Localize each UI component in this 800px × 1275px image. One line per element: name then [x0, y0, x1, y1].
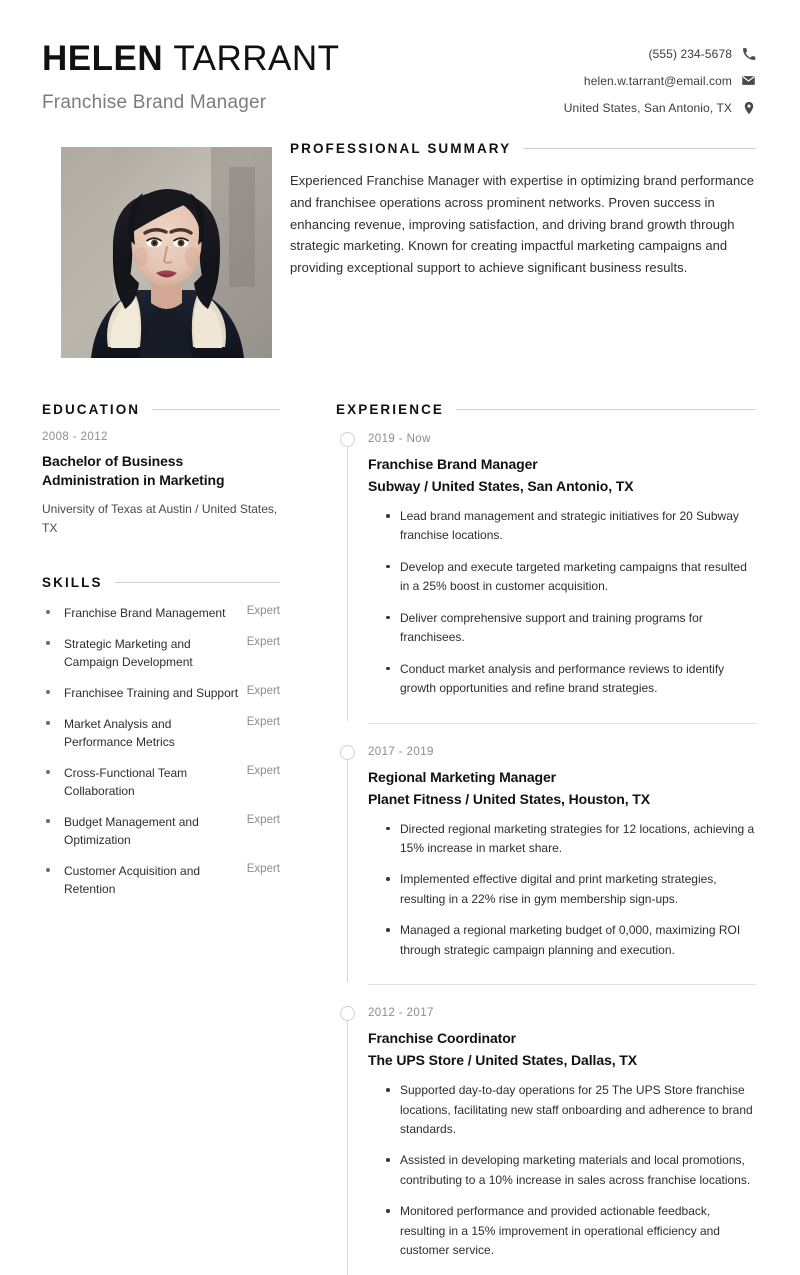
list-item — [42, 604, 280, 622]
list-item: Directed regional marketing strategies for 12 locations, achieving a 15% increase in market share. — [386, 820, 756, 859]
education-degree: Bachelor of Business Administration in Marketing — [42, 453, 225, 489]
bullet-icon — [42, 764, 64, 774]
right-column — [336, 402, 756, 1265]
education-item — [42, 431, 280, 537]
section-divider — [152, 409, 280, 410]
section-divider — [115, 582, 280, 583]
education-section — [42, 402, 280, 537]
summary-section-header — [290, 141, 756, 156]
skill-name: Customer Acquisition and Retention — [64, 864, 201, 897]
list-item: Supported day-to-day operations for 25 The UPS Store franchise locations, facilitating new staff onboarding and adherence to brand standards. — [386, 1081, 756, 1139]
timeline-line — [347, 1013, 348, 1275]
skill-level: Expert — [246, 605, 280, 618]
timeline-dot-icon — [340, 432, 355, 447]
last-name: TARRANT — [173, 39, 340, 78]
education-section-header — [42, 402, 280, 417]
experience-bullets — [368, 507, 756, 699]
skill-level: Expert — [246, 636, 280, 649]
email-icon — [741, 73, 756, 88]
timeline-dot-icon — [340, 1006, 355, 1021]
skill-name: Cross-Functional Team Collaboration — [64, 766, 188, 799]
education-dates: 2008 - 2012 — [42, 431, 108, 443]
experience-role: Franchise Coordinator — [368, 1030, 517, 1047]
skill-name: Franchisee Training and Support — [64, 686, 239, 701]
skills-list — [42, 604, 280, 898]
skill-name: Franchise Brand Management — [64, 606, 226, 621]
list-item — [42, 862, 280, 898]
location-icon — [741, 100, 756, 115]
skill-name: Market Analysis and Performance Metrics — [64, 717, 175, 750]
experience-company: Subway / United States, San Antonio, TX — [368, 478, 634, 494]
experience-timeline — [336, 431, 756, 1265]
skills-section-header — [42, 575, 280, 590]
left-column — [42, 402, 280, 911]
skills-section-title: SKILLS — [42, 575, 103, 591]
bullet-icon — [42, 862, 64, 872]
experience-section-header — [336, 402, 756, 417]
experience-item — [336, 744, 756, 965]
list-item: Conduct market analysis and performance reviews to identify growth opportunities and refine brand strategies. — [386, 660, 756, 699]
bullet-icon — [42, 813, 64, 823]
experience-company: The UPS Store / United States, Dallas, TX — [368, 1052, 637, 1069]
experience-role: Regional Marketing Manager — [368, 768, 556, 785]
photo-summary-row — [0, 115, 800, 358]
section-divider — [456, 409, 756, 410]
education-section-title: EDUCATION — [42, 402, 141, 417]
bullet-icon — [42, 635, 64, 645]
bullet-icon — [42, 715, 64, 725]
contact-email-text: helen.w.tarrant@email.com — [583, 73, 732, 88]
list-item: Deliver comprehensive support and training programs for franchisees. — [386, 609, 756, 648]
list-item — [42, 715, 280, 751]
list-item: Managed a regional marketing budget of 0,000, maximizing ROI through strategic campaign planning and execution. — [386, 921, 756, 960]
bullet-icon — [42, 684, 64, 694]
experience-divider — [368, 723, 756, 724]
page-title — [42, 40, 340, 79]
summary-column — [290, 139, 756, 358]
body-row — [0, 358, 800, 1265]
list-item: Implemented effective digital and print marketing strategies, resulting in a 22% rise in gym membership sign-ups. — [386, 870, 756, 909]
skill-level: Expert — [246, 685, 280, 698]
experience-dates: 2017 - 2019 — [368, 745, 434, 758]
list-item — [42, 635, 280, 671]
list-item — [42, 813, 280, 849]
summary-text: Experienced Franchise Manager with expertise in optimizing brand performance and franchisee operations across prominent networks. Proven success in enhancing revenue, improving satisfaction, and driving brand growth through strategic marketing. Known for creating impactful marketing campaigns and providing exceptional support to achieve significant business results. — [290, 173, 755, 276]
list-item: Develop and execute targeted marketing campaigns that resulted in a 25% boost in customer acquisition. — [386, 558, 756, 597]
experience-dates: 2012 - 2017 — [368, 1007, 434, 1020]
contact-location-text: United States, San Antonio, TX — [563, 100, 732, 115]
experience-bullets — [368, 820, 756, 961]
contact-phone-text: (555) 234-5678 — [648, 46, 732, 61]
skill-level: Expert — [246, 716, 280, 729]
skill-level: Expert — [246, 863, 280, 876]
experience-item — [336, 1005, 756, 1265]
list-item — [42, 764, 280, 800]
skills-section — [42, 575, 280, 898]
avatar — [61, 147, 272, 358]
education-school: University of Texas at Austin / United States, TX — [42, 502, 278, 535]
experience-dates: 2019 - Now — [368, 433, 431, 445]
list-item: Lead brand management and strategic initiatives for 20 Subway franchise locations. — [386, 507, 756, 546]
resume-header — [0, 0, 800, 115]
experience-divider — [368, 984, 756, 985]
summary-section-title: PROFESSIONAL SUMMARY — [290, 141, 512, 156]
timeline-line — [347, 752, 348, 983]
experience-company: Planet Fitness / United States, Houston, TX — [368, 790, 650, 807]
list-item — [42, 684, 280, 702]
skill-level: Expert — [246, 814, 280, 827]
first-name: HELEN — [42, 39, 164, 78]
section-divider — [523, 148, 756, 149]
bullet-icon — [42, 604, 64, 614]
contact-block — [564, 36, 756, 115]
contact-phone[interactable] — [649, 46, 756, 61]
profile-photo — [61, 147, 272, 358]
list-item: Assisted in developing marketing materials and local promotions, contributing to a 10% increase in sales across franchise locations. — [386, 1151, 756, 1190]
name-block — [42, 36, 340, 114]
skill-level: Expert — [246, 765, 280, 778]
timeline-dot-icon — [340, 745, 355, 760]
contact-email[interactable] — [584, 73, 756, 88]
list-item: Monitored performance and provided actionable feedback, resulting in a 15% improvement in operational efficiency and customer service. — [386, 1202, 756, 1260]
experience-role: Franchise Brand Manager — [368, 456, 538, 472]
timeline-line — [347, 439, 348, 721]
experience-item — [336, 431, 756, 703]
skill-name: Strategic Marketing and Campaign Development — [64, 637, 193, 670]
contact-location[interactable] — [564, 100, 756, 115]
experience-bullets — [368, 1081, 756, 1261]
phone-icon — [741, 46, 756, 61]
photo-column — [42, 139, 290, 358]
experience-section-title: EXPERIENCE — [336, 402, 445, 417]
job-title: Franchise Brand Manager — [42, 91, 267, 113]
skill-name: Budget Management and Optimization — [64, 815, 199, 848]
